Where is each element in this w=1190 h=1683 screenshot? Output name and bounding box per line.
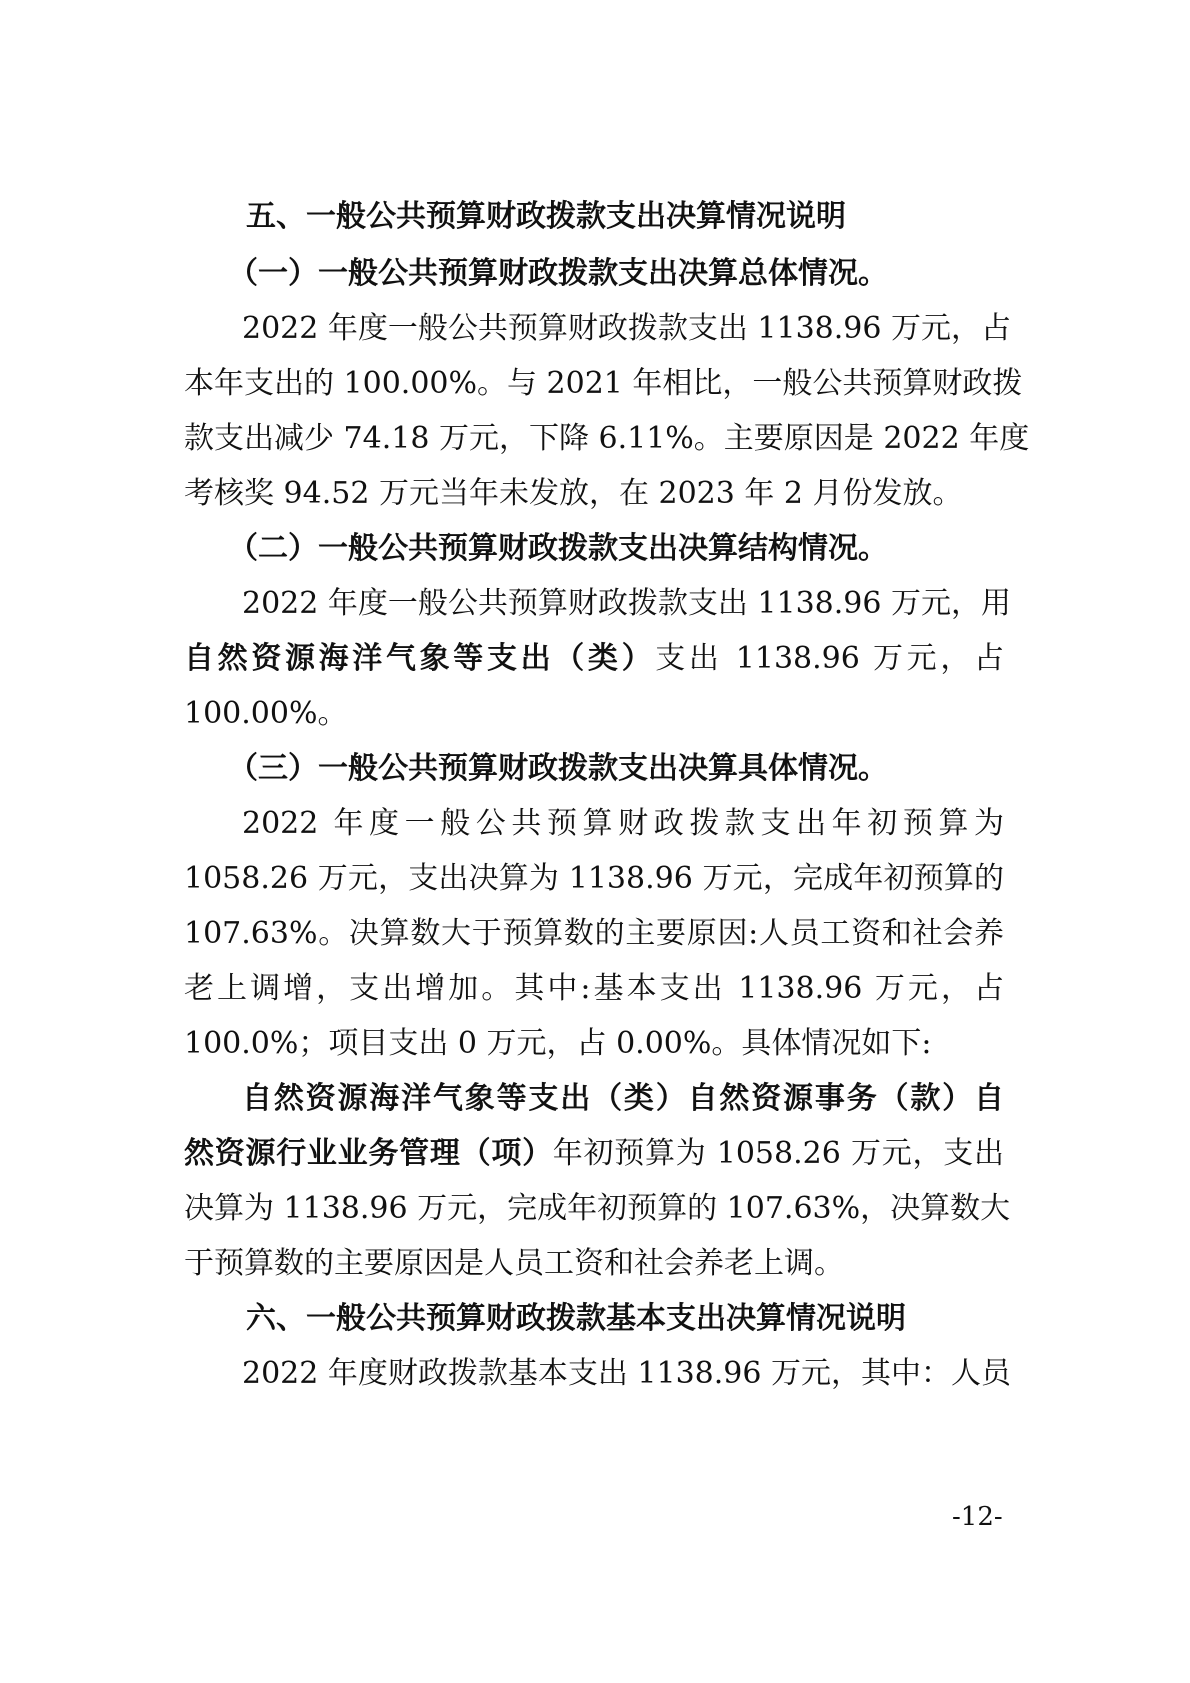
paragraph-line: 款支出减少 74.18 万元，下降 6.11%。主要原因是 2022 年度 — [184, 421, 1030, 456]
section-six-title: 六、一般公共预算财政拨款基本支出决算情况说明 — [246, 1301, 906, 1336]
subsection-two-title: （二）一般公共预算财政拨款支出决算结构情况。 — [228, 531, 888, 566]
paragraph-text: 年初预算为 1058.26 万元，支出 — [552, 1136, 1004, 1171]
paragraph-line: 2022 年度一般公共预算财政拨款支出 1138.96 万元，占 — [242, 311, 1012, 346]
paragraph-line: 决算为 1138.96 万元，完成年初预算的 107.63%，决算数大 — [184, 1191, 1011, 1226]
paragraph-line: 2022 年度财政拨款基本支出 1138.96 万元，其中：人员 — [242, 1356, 1012, 1391]
paragraph-line: 100.00%。 — [184, 696, 348, 731]
section-five-title: 五、一般公共预算财政拨款支出决算情况说明 — [246, 199, 846, 234]
paragraph-line: 于预算数的主要原因是人员工资和社会养老上调。 — [184, 1246, 844, 1281]
paragraph-text: 支出 1138.96 万元，占 — [655, 641, 1004, 676]
paragraph-line: 2022 年度一般公共预算财政拨款支出 1138.96 万元，用 — [242, 586, 1012, 621]
bold-category-text: 自然资源海洋气象等支出（类） — [184, 641, 656, 676]
paragraph-line: 2022 年度一般公共预算财政拨款支出年初预算为 — [242, 806, 1004, 841]
paragraph-line-mixed — [184, 639, 1004, 679]
paragraph-line: 考核奖 94.52 万元当年未发放，在 2023 年 2 月份发放。 — [184, 476, 963, 511]
page-number: -12- — [952, 1502, 1003, 1532]
subsection-one-title: （一）一般公共预算财政拨款支出决算总体情况。 — [228, 256, 888, 291]
subsection-three-title: （三）一般公共预算财政拨款支出决算具体情况。 — [228, 751, 888, 786]
paragraph-line-bold: 自然资源海洋气象等支出（类）自然资源事务（款）自 — [242, 1081, 1004, 1116]
paragraph-line: 100.0%；项目支出 0 万元，占 0.00%。具体情况如下: — [184, 1026, 932, 1061]
paragraph-line: 1058.26 万元，支出决算为 1138.96 万元，完成年初预算的 — [184, 861, 1004, 896]
bold-item-text: 然资源行业业务管理（项） — [184, 1136, 553, 1171]
paragraph-line: 本年支出的 100.00%。与 2021 年相比，一般公共预算财政拨 — [184, 366, 1023, 401]
paragraph-line: 老上调增，支出增加。其中:基本支出 1138.96 万元，占 — [184, 971, 1004, 1006]
paragraph-line: 107.63%。决算数大于预算数的主要原因:人员工资和社会养 — [184, 916, 1004, 951]
paragraph-line-mixed — [184, 1134, 1004, 1174]
